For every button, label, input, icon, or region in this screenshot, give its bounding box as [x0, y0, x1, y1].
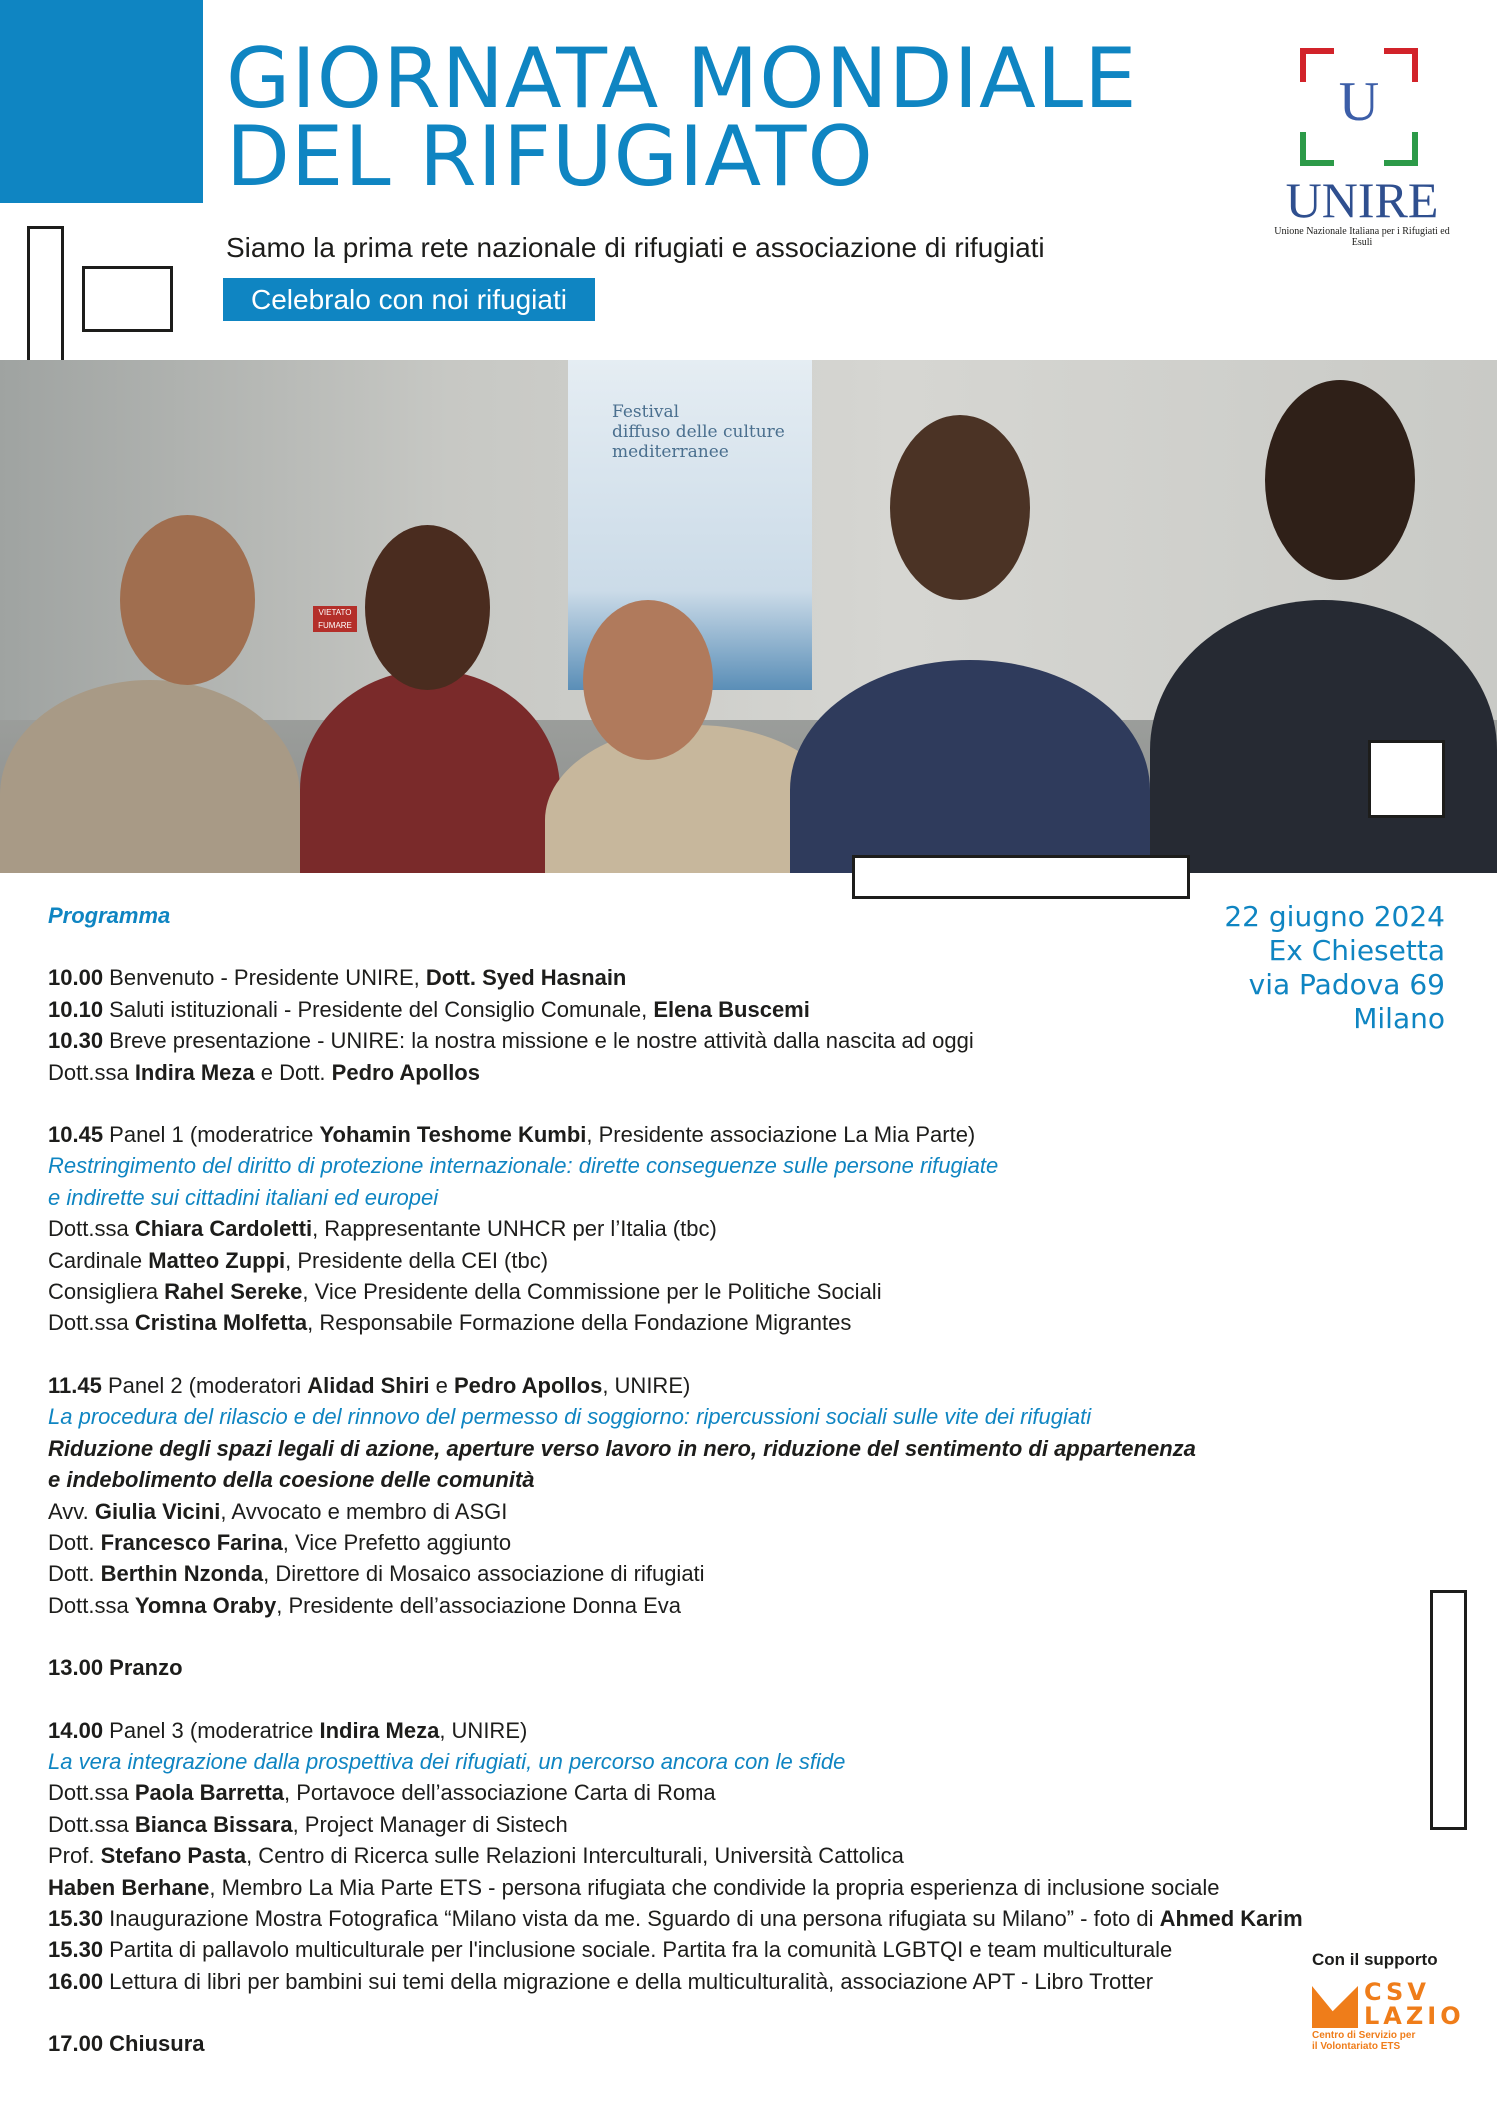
csv-sub-line-1: Centro di Servizio per: [1312, 2030, 1416, 2041]
panel-1-topic: e indirette sui cittadini italiani ed europei: [48, 1184, 439, 1210]
group-photo: [0, 360, 1497, 873]
program-item: 10.30 Breve presentazione - UNIRE: la nostra missione e le nostre attività dalla nascita ad oggi: [48, 1028, 974, 1054]
person-3-head: [583, 600, 713, 760]
festival-banner-text: [612, 402, 785, 462]
banner-line-1: Festival: [612, 402, 680, 422]
person-1-head: [120, 515, 255, 685]
logo-corner-green: [1384, 132, 1418, 166]
header-blue-block: [0, 0, 203, 203]
decor-box-photo-bottom: [852, 855, 1190, 899]
speaker: Dott. Francesco Farina, Vice Prefetto aggiunto: [48, 1529, 512, 1555]
speaker: Dott.ssa Paola Barretta, Portavoce dell’associazione Carta di Roma: [48, 1780, 716, 1806]
panel-2-header: 11.45 Panel 2 (moderatori Alidad Shiri e Pedro Apollos, UNIRE): [48, 1372, 691, 1398]
speaker: Haben Berhane, Membro La Mia Parte ETS - persona rifugiata che condivide la propria esperienza di inclusione sociale: [48, 1874, 1220, 1900]
speaker: Dott.ssa Cristina Molfetta, Responsabile Formazione della Fondazione Migrantes: [48, 1310, 852, 1336]
program-item: Dott.ssa Indira Meza e Dott. Pedro Apollos: [48, 1059, 480, 1085]
program-item: 10.10 Saluti istituzionali - Presidente del Consiglio Comunale, Elena Buscemi: [48, 996, 810, 1022]
decor-box-left-small: [82, 266, 173, 332]
program-item: 10.00 Benvenuto - Presidente UNIRE, Dott. Syed Hasnain: [48, 965, 627, 991]
panel-2-subtopic: e indebolimento della coesione delle comunità: [48, 1467, 535, 1493]
program-item: 15.30 Inaugurazione Mostra Fotografica “Milano vista da me. Sguardo di una persona rifugiata su Milano” - foto di Ahmed Karim: [48, 1905, 1303, 1931]
csv-sub-line-2: il Volontariato ETS: [1312, 2041, 1401, 2052]
speaker: Dott. Berthin Nzonda, Direttore di Mosaico associazione di rifugiati: [48, 1561, 705, 1587]
title-line-2: DEL RIFUGIATO: [226, 108, 874, 205]
sign-line-2: FUMARE: [318, 621, 352, 630]
program-item: 15.30 Partita di pallavolo multiculturale per l'inclusione sociale. Partita fra la comunità LGBTQI e team multiculturale: [48, 1937, 1173, 1963]
panel-2-topic: La procedura del rilascio e del rinnovo del permesso di soggiorno: ripercussioni sociali sulle vite dei rifugiati: [48, 1404, 1092, 1430]
unire-logo-mark: [1300, 48, 1418, 166]
person-2-head: [365, 525, 490, 690]
speaker: Avv. Giulia Vicini, Avvocato e membro di ASGI: [48, 1498, 508, 1524]
lunch: 13.00 Pranzo: [48, 1655, 183, 1681]
event-venue: Ex Chiesetta: [1268, 934, 1445, 967]
event-city: Milano: [1353, 1002, 1445, 1035]
logo-name: UNIRE: [1285, 172, 1439, 228]
person-5-head: [1265, 380, 1415, 580]
panel-3-header: 14.00 Panel 3 (moderatrice Indira Meza, UNIRE): [48, 1717, 528, 1743]
logo-corner-green-left: [1300, 132, 1334, 166]
speaker: Dott.ssa Chiara Cardoletti, Rappresentante UNHCR per l’Italia (tbc): [48, 1216, 717, 1242]
panel-1-header: 10.45 Panel 1 (moderatrice Yohamin Teshome Kumbi, Presidente associazione La Mia Parte): [48, 1122, 976, 1148]
decor-box-photo-right: [1368, 740, 1445, 818]
program: [48, 900, 1368, 2060]
csv-mark-icon: [1312, 1986, 1358, 2028]
csv-lazio-logo: [1312, 1978, 1465, 2052]
banner-line-2: diffuso delle culture: [612, 422, 785, 442]
speaker: Cardinale Matteo Zuppi, Presidente della CEI (tbc): [48, 1247, 549, 1273]
decor-box-right-tall: [1430, 1590, 1467, 1830]
speaker: Prof. Stefano Pasta, Centro di Ricerca sulle Relazioni Interculturali, Università Cattolica: [48, 1843, 904, 1869]
panel-2-subtopic: Riduzione degli spazi legali di azione, aperture verso lavoro in nero, riduzione del sentimento di appartenenza: [48, 1435, 1196, 1461]
program-item: 16.00 Lettura di libri per bambini sui temi della migrazione e della multiculturalità, associazione APT - Libro Trotter: [48, 1968, 1154, 1994]
page-title: [226, 30, 1138, 205]
speaker: Dott.ssa Bianca Bissara, Project Manager di Sistech: [48, 1811, 568, 1837]
unire-logo: [1272, 48, 1452, 248]
title-line-1: GIORNATA MONDIALE: [226, 30, 1138, 127]
event-address: via Padova 69: [1248, 968, 1445, 1001]
no-smoking-sign: [313, 606, 357, 632]
panel-1-topic: Restringimento del diritto di protezione internazionale: dirette conseguenze sulle persone rifugiate: [48, 1153, 999, 1179]
csv-name: [1364, 1980, 1465, 2028]
banner-line-3: mediterranee: [612, 442, 729, 462]
event-date: 22 giugno 2024: [1224, 900, 1445, 933]
csv-name-line-2: LAZIO: [1364, 2002, 1465, 2030]
tagline-badge: Celebralo con noi rifugiati: [223, 278, 595, 321]
program-label: Programma: [48, 903, 171, 928]
closing: 17.00 Chiusura: [48, 2031, 205, 2057]
logo-letter: U: [1338, 71, 1380, 133]
speaker: Dott.ssa Yomna Oraby, Presidente dell’associazione Donna Eva: [48, 1592, 682, 1618]
speaker: Consigliera Rahel Sereke, Vice Presidente della Commissione per le Politiche Sociali: [48, 1279, 882, 1305]
support-label: Con il supporto: [1312, 1950, 1438, 1969]
panel-3-topic: La vera integrazione dalla prospettiva dei rifugiati, un percorso ancora con le sfide: [48, 1748, 846, 1774]
csv-subtitle: [1312, 2030, 1415, 2052]
subtitle: Siamo la prima rete nazionale di rifugiati e associazione di rifugiati: [226, 232, 1045, 263]
sign-line-1: VIETATO: [318, 608, 352, 617]
logo-description: Unione Nazionale Italiana per i Rifugiati ed Esuli: [1274, 226, 1450, 248]
person-4-head: [890, 415, 1030, 600]
csv-name-line-1: CSV: [1364, 1978, 1430, 2006]
